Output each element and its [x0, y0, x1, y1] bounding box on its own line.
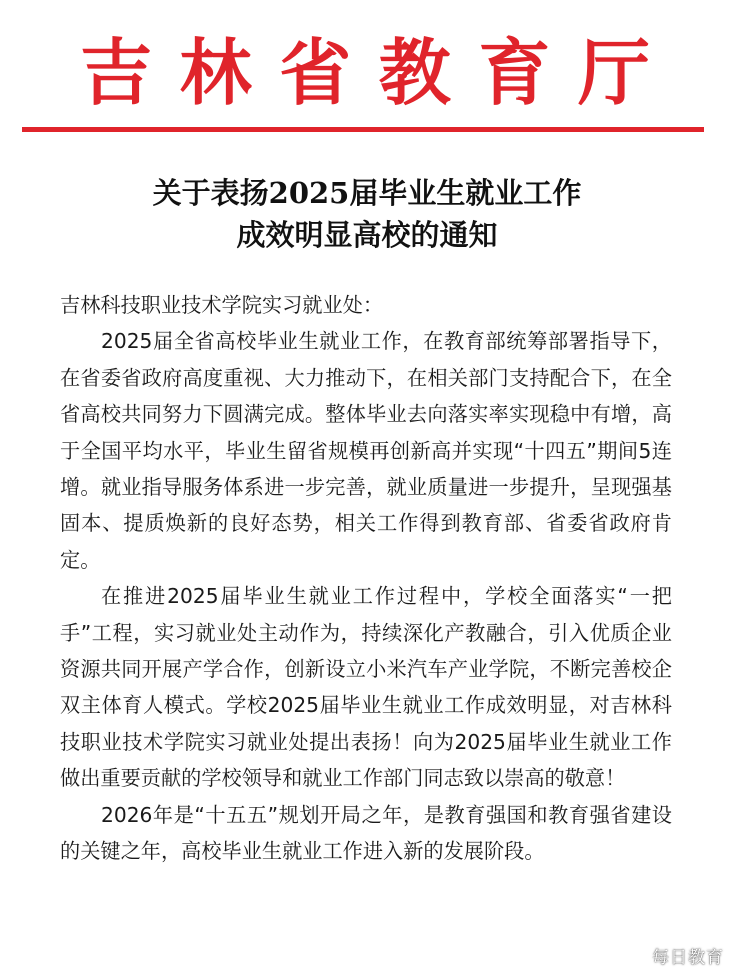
letterhead-char: 吉	[80, 30, 153, 115]
title-line-1: 关于表扬2025届毕业生就业工作	[152, 176, 582, 210]
letterhead	[20, 28, 710, 118]
body-paragraph: 2025届全省高校毕业生就业工作，在教育部统筹部署指导下，在省委省政府高度重视、大力推动下，在相关部门支持配合下，在全省高校共同努力下圆满完成。整体毕业去向落实率实现稳中有增，高于全国平均水平，毕业生留省规模再创新高并实现“十四五”期间5连增。就业指导服务体系进一步完善，就业质量进一步提升，呈现强基固本、提质焕新的良好态势，相关工作得到教育部、省委省政府肯定。	[60, 329, 672, 572]
title-line-2: 成效明显高校的通知	[236, 218, 498, 252]
letterhead-char: 育	[478, 30, 551, 115]
document-body	[60, 287, 672, 870]
body-paragraph: 2026年是“十五五”规划开局之年，是教育强国和教育强省建设的关键之年，高校毕业生就业工作进入新的发展阶段。	[60, 802, 672, 864]
body-paragraph: 在推进2025届毕业生就业工作过程中，学校全面落实“一把手”工程，实习就业处主动作为，持续深化产教融合，引入优质企业资源共同开展产学合作，创新设立小米汽车产业学院，不断完善校企双主体育人模式。学校2025届毕业生就业工作成效明显，对吉林科技职业技术学院实习就业处提出表扬！向为2025届毕业生就业工作做出重要贡献的学校领导和就业工作部门同志致以崇高的敬意！	[60, 584, 672, 791]
letterhead-divider	[22, 127, 704, 132]
letterhead-char: 厅	[577, 30, 650, 115]
salutation: 吉林科技职业技术学院实习就业处：	[60, 293, 384, 317]
document-title	[0, 172, 734, 256]
letterhead-char: 省	[279, 30, 352, 115]
letterhead-char: 教	[378, 30, 451, 115]
letterhead-char: 林	[179, 30, 252, 115]
watermark: 每日教育	[652, 948, 724, 968]
